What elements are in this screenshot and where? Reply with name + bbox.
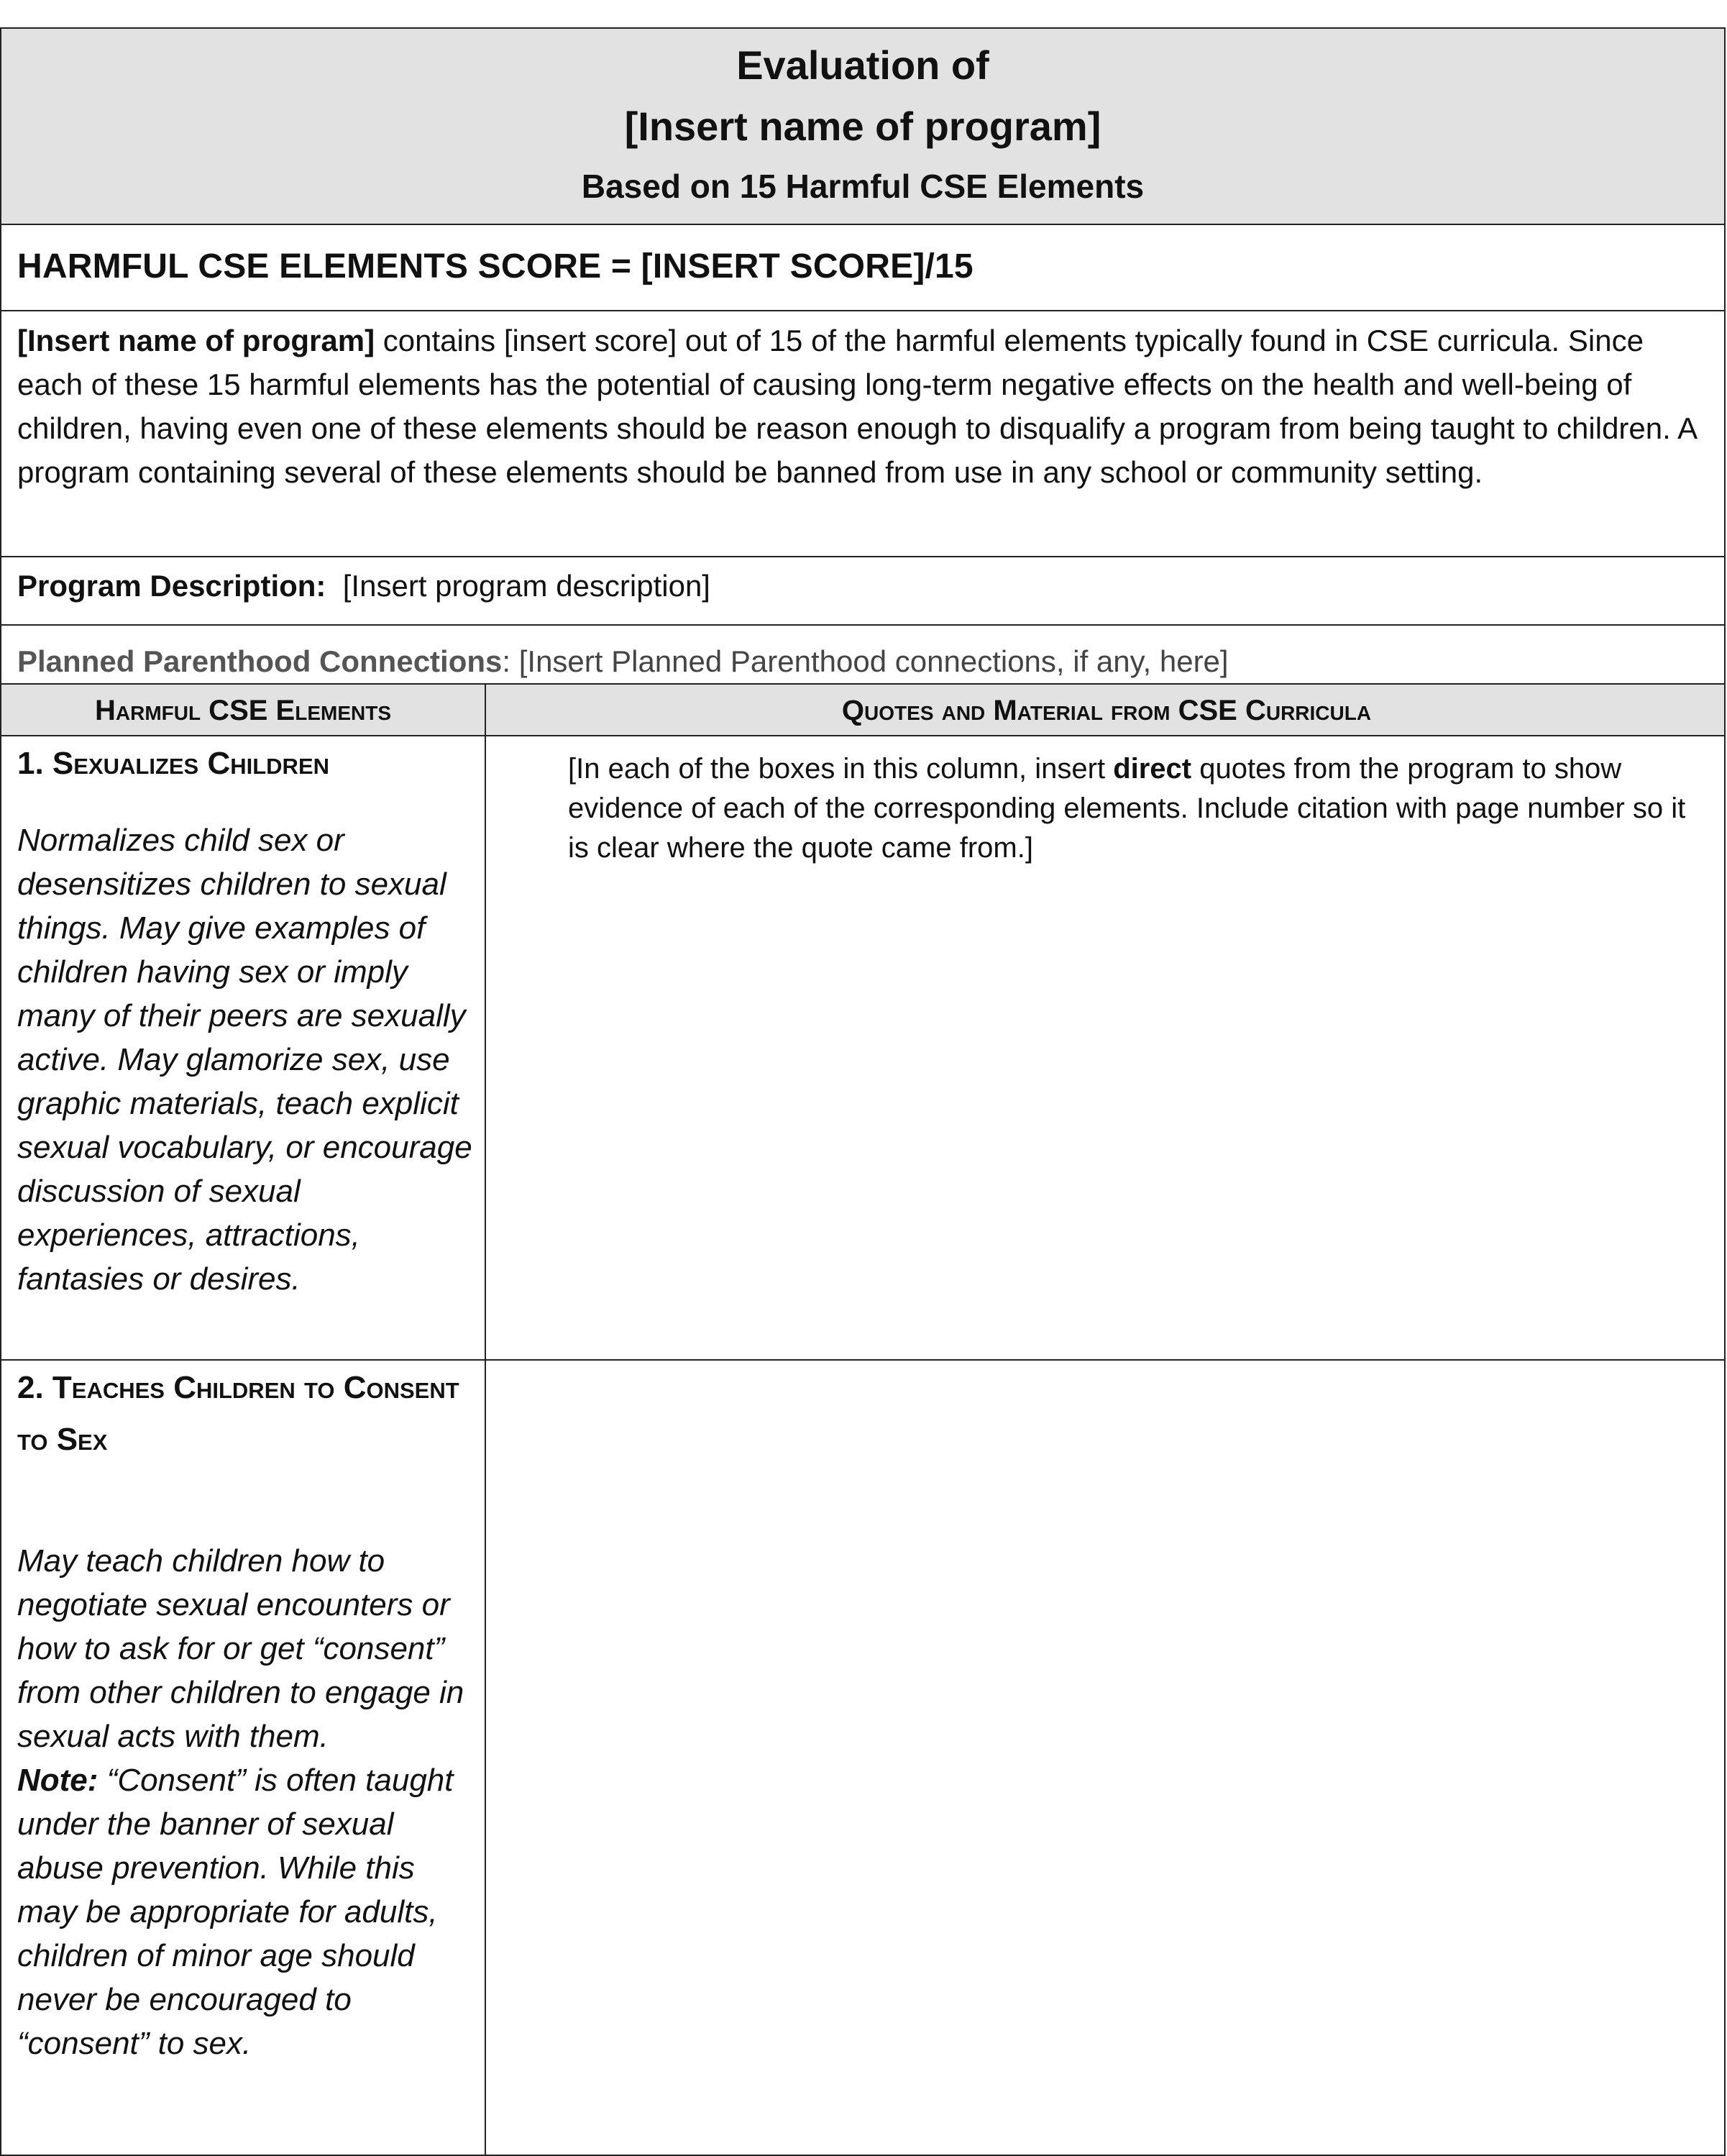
- planned-parenthood-label: Planned Parenthood Connections: [17, 644, 503, 678]
- table-header-row: [0, 683, 1726, 736]
- program-description-section: [0, 557, 1726, 626]
- program-name-placeholder: [Insert name of program]: [624, 104, 1101, 149]
- table-row: [0, 736, 1726, 1361]
- score-section: [0, 224, 1726, 311]
- program-description-value: [Insert program description]: [326, 569, 710, 603]
- element-description-consent-part2: “Consent” is often taught under the banner of sexual abuse prevention. While this may be appropriate for adults, children of minor age should never be encouraged to “consent” to sex.: [17, 1763, 454, 2061]
- intro-section: [0, 311, 1726, 557]
- quote-instructions-post: quotes from the program to show evidence of each of the corresponding elements. Include citation with page number so it is clear where the quote came from.]: [568, 753, 1686, 864]
- document-subtitle: Based on 15 Harmful CSE Elements: [581, 168, 1145, 205]
- element-title-sexualizes-children: 1. Sexualizes Children: [17, 746, 330, 781]
- title-banner: [0, 27, 1726, 225]
- intro-body: contains [insert score] out of 15 of the harmful elements typically found in CSE curricula. Since each of these 15 harmful elements has the potential of causing long-term negative effects on the health and well-being of children, having even one of these elements should be reason enough to disqualify a program from being taught to children. A program containing several of these elements should be banned from use in any school or community setting.: [17, 324, 1696, 489]
- planned-parenthood-line: [17, 644, 1229, 679]
- program-description-line: [17, 569, 710, 603]
- column-header-elements: Harmful CSE Elements: [94, 695, 391, 726]
- element-title-consent: 2. Teaches Children to Consent to Sex: [17, 1370, 459, 1457]
- planned-parenthood-value: : [Insert Planned Parenthood connections, if any, here]: [502, 644, 1229, 678]
- quote-instructions: [568, 749, 1704, 868]
- program-description-label: Program Description:: [17, 569, 326, 603]
- note-label: Note:: [17, 1763, 99, 1798]
- intro-paragraph: [17, 319, 1714, 494]
- column-divider: [485, 736, 486, 1359]
- score-heading: HARMFUL CSE ELEMENTS SCORE = [INSERT SCORE]/15: [17, 247, 974, 286]
- quote-instructions-bold: direct: [1113, 753, 1192, 785]
- element-description-consent-part1: May teach children how to negotiate sexual encounters or how to ask for or get “consent” from other children to engage in sexual acts with them.: [17, 1543, 464, 1754]
- element-description-consent: [17, 1539, 477, 2065]
- intro-program-name: [Insert name of program]: [17, 324, 375, 357]
- element-description-sexualizes-children: Normalizes child sex or desensitizes children to sexual things. May give examples of children having sex or imply many of their peers are sexually active. May glamorize sex, use graphic materials, teach explicit sexual vocabulary, or encourage discussion of sexual experiences, attractions, fantasies or desires.: [17, 823, 472, 1297]
- document-title: Evaluation of: [736, 42, 989, 88]
- column-divider: [485, 1361, 486, 2156]
- column-header-quotes: Quotes and Material from CSE Curricula: [841, 695, 1372, 726]
- quote-instructions-pre: [In each of the boxes in this column, insert: [568, 753, 1114, 785]
- table-row: [0, 1361, 1726, 2156]
